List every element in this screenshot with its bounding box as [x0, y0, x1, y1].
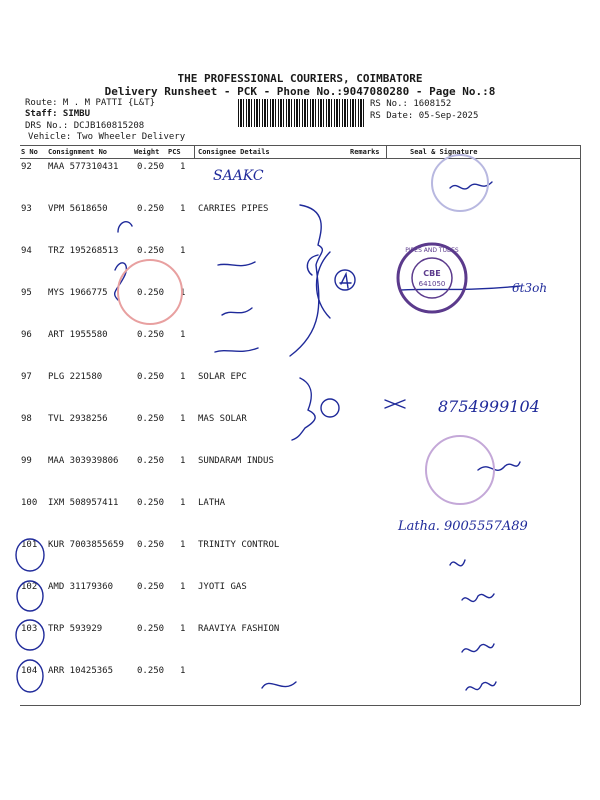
table-row — [0, 162, 600, 204]
table-row — [0, 246, 600, 288]
row-pcs: 1 — [180, 582, 186, 592]
row-weight: 0.250 — [137, 204, 165, 214]
table-row — [0, 498, 600, 540]
runsheet-title: Delivery Runsheet - PCK - Phone No.:9047080280 - Page No.:8 — [104, 85, 496, 98]
row-weight: 0.250 — [137, 330, 165, 340]
row-consignee: CARRIES PIPES — [198, 204, 269, 214]
row-sno: 102 — [21, 582, 38, 592]
row-sno: 94 — [21, 246, 32, 256]
row-weight: 0.250 — [137, 666, 165, 676]
handwritten-name: SAAKC — [213, 168, 264, 184]
row-consignment: ARR 10425365 — [48, 666, 114, 676]
row-weight: 0.250 — [137, 372, 165, 382]
row-pcs: 1 — [180, 330, 186, 340]
company-name: THE PROFESSIONAL COURIERS, COIMBATORE — [177, 72, 423, 85]
row-consignee: SOLAR EPC — [198, 372, 247, 382]
row-consignment: AMD 31179360 — [48, 582, 114, 592]
row-weight: 0.250 — [137, 162, 165, 172]
col-divider — [194, 145, 195, 158]
row-sno: 92 — [21, 162, 32, 172]
row-sno: 104 — [21, 666, 38, 676]
rs-number: RS No.: 1608152 — [370, 99, 452, 109]
col-weight: Weight — [134, 148, 160, 156]
row-consignment: MAA 303939806 — [48, 456, 119, 466]
col-pcs: PCS — [168, 148, 181, 156]
row-pcs: 1 — [180, 204, 186, 214]
row-consignment: MAA 577310431 — [48, 162, 119, 172]
row-consignment: TVL 2938256 — [48, 414, 108, 424]
row-consignee: LATHA — [198, 498, 226, 508]
row-pcs: 1 — [180, 624, 186, 634]
stamp-center: CBE — [423, 269, 441, 278]
row-consignee: JYOTI GAS — [198, 582, 247, 592]
row-consignee: RAAVIYA FASHION — [198, 624, 280, 634]
table-row — [0, 582, 600, 624]
col-seal-signature: Seal & Signature — [410, 148, 478, 156]
row-consignee: TRINITY CONTROL — [198, 540, 280, 550]
row-pcs: 1 — [180, 246, 186, 256]
handwritten-latha: Latha. 9005557A89 — [398, 519, 528, 534]
stamp-ring-text: PIPES AND TUBES — [405, 247, 459, 254]
row-sno: 95 — [21, 288, 32, 298]
row-pcs: 1 — [180, 162, 186, 172]
table-row — [0, 288, 600, 330]
barcode — [238, 99, 366, 127]
row-sno: 101 — [21, 540, 38, 550]
row-consignment: PLG 221580 — [48, 372, 103, 382]
row-weight: 0.250 — [137, 624, 165, 634]
row-weight: 0.250 — [137, 288, 165, 298]
table-row — [0, 540, 600, 582]
row-weight: 0.250 — [137, 498, 165, 508]
row-consignment: VPM 5618650 — [48, 204, 108, 214]
row-pcs: 1 — [180, 372, 186, 382]
table-top-rule — [20, 145, 580, 146]
rs-date: RS Date: 05-Sep-2025 — [370, 111, 479, 121]
table-row — [0, 666, 600, 708]
row-sno: 103 — [21, 624, 38, 634]
col-sno: S No — [21, 148, 38, 156]
row-weight: 0.250 — [137, 456, 165, 466]
table-row — [0, 330, 600, 372]
row-weight: 0.250 — [137, 540, 165, 550]
row-consignee: SUNDARAM INDUS — [198, 456, 274, 466]
row-consignment: IXM 508957411 — [48, 498, 119, 508]
row-consignee: MAS SOLAR — [198, 414, 247, 424]
row-sno: 96 — [21, 330, 32, 340]
row-consignment: MYS 1966775 — [48, 288, 108, 298]
row-pcs: 1 — [180, 288, 186, 298]
row-consignment: ART 1955580 — [48, 330, 108, 340]
col-remarks: Remarks — [350, 148, 380, 156]
row-sno: 98 — [21, 414, 32, 424]
table-row — [0, 372, 600, 414]
row-sno: 100 — [21, 498, 38, 508]
row-pcs: 1 — [180, 456, 186, 466]
row-consignment: TRZ 195268513 — [48, 246, 119, 256]
table-row — [0, 414, 600, 456]
table-row — [0, 456, 600, 498]
stamp-number: 641050 — [418, 280, 446, 288]
row-pcs: 1 — [180, 540, 186, 550]
row-pcs: 1 — [180, 498, 186, 508]
staff-label: Staff: SIMBU — [25, 109, 91, 119]
handwritten-phone: 8754999104 — [438, 397, 540, 416]
col-consignee: Consignee Details — [198, 148, 270, 156]
row-consignment: TRP 593929 — [48, 624, 103, 634]
handwritten-initials: 6t3oh — [512, 281, 548, 295]
header-bottom-rule — [20, 158, 580, 159]
row-sno: 93 — [21, 204, 32, 214]
vehicle-label: Vehicle: Two Wheeler Delivery — [28, 132, 186, 142]
table-row — [0, 204, 600, 246]
table-row — [0, 624, 600, 666]
row-sno: 99 — [21, 456, 32, 466]
row-pcs: 1 — [180, 666, 186, 676]
route-label: Route: M . M PATTI {L&T} — [25, 98, 156, 108]
row-pcs: 1 — [180, 414, 186, 424]
row-weight: 0.250 — [137, 582, 165, 592]
col-divider — [386, 145, 387, 158]
row-weight: 0.250 — [137, 414, 165, 424]
row-consignment: KUR 7003855659 — [48, 540, 124, 550]
row-weight: 0.250 — [137, 246, 165, 256]
col-consignment: Consignment No — [48, 148, 108, 156]
drs-number: DRS No.: DCJB160815208 — [25, 121, 145, 131]
row-sno: 97 — [21, 372, 32, 382]
